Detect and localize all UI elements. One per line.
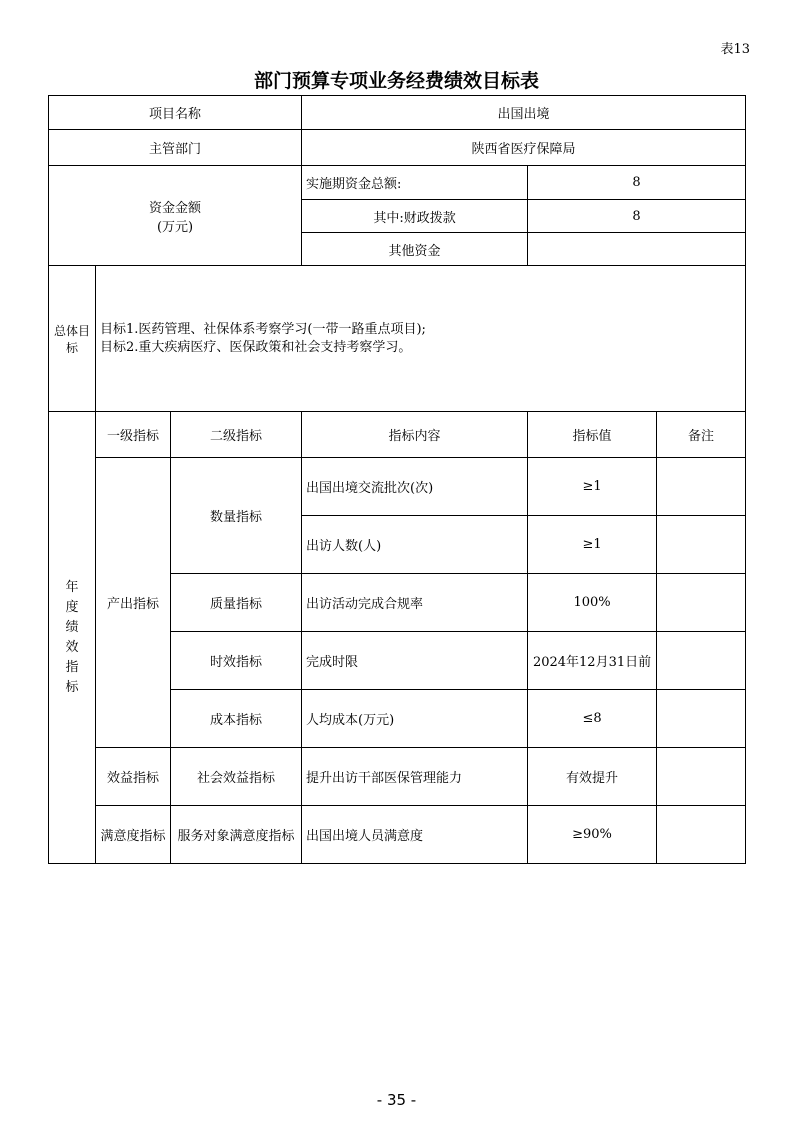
funds-total-value: 8 (528, 166, 746, 200)
project-value: 出国出境 (302, 96, 746, 130)
funds-fiscal-value: 8 (528, 200, 746, 233)
indicator-value: 有效提升 (528, 748, 657, 806)
satisfaction-indicator-label: 满意度指标 (96, 806, 171, 864)
indicator-value: 2024年12月31日前 (528, 632, 657, 690)
indicator-note (657, 806, 746, 864)
table-row (49, 458, 746, 516)
department-label: 主管部门 (49, 130, 302, 166)
header-content: 指标内容 (302, 412, 528, 458)
page-title: 部门预算专项业务经费绩效目标表 (253, 70, 539, 92)
funds-other-value (528, 233, 746, 266)
indicator-value: ≥1 (528, 516, 657, 574)
project-row (49, 96, 746, 130)
header-level2: 二级指标 (171, 412, 302, 458)
indicator-value: 100% (528, 574, 657, 632)
service-satisfaction-label: 服务对象满意度指标 (171, 806, 302, 864)
indicator-header-row (49, 412, 746, 458)
indicator-content: 出访人数(人) (302, 516, 528, 574)
annual-label-char: 效 (65, 639, 79, 655)
funds-label-line2: (万元) (156, 219, 194, 235)
goal-row (49, 266, 746, 412)
indicator-note (657, 690, 746, 748)
annual-label-char: 度 (65, 599, 79, 615)
goal-line-1: 目标1.医药管理、社保体系考察学习(一带一路重点项目); (100, 321, 426, 337)
indicator-content: 出国出境人员满意度 (302, 806, 528, 864)
timeliness-indicator-label: 时效指标 (171, 632, 302, 690)
department-value: 陕西省医疗保障局 (302, 130, 746, 166)
cost-indicator-label: 成本指标 (171, 690, 302, 748)
page-number: - 35 - (376, 1091, 417, 1109)
funds-other-label: 其他资金 (302, 233, 528, 266)
output-indicator-label: 产出指标 (96, 458, 171, 748)
funds-label (49, 166, 302, 266)
header-level1: 一级指标 (96, 412, 171, 458)
funds-label-line1: 资金金额 (149, 200, 202, 216)
funds-total-label: 实施期资金总额: (302, 166, 528, 200)
annual-label-char: 指 (65, 659, 79, 675)
table-number: 表13 (720, 42, 750, 57)
funds-total-row (49, 166, 746, 200)
header-value: 指标值 (528, 412, 657, 458)
annual-label-char: 标 (65, 679, 79, 695)
indicator-value: ≥1 (528, 458, 657, 516)
department-row (49, 130, 746, 166)
indicator-value: ≥90% (528, 806, 657, 864)
indicator-note (657, 516, 746, 574)
indicator-content: 出国出境交流批次(次) (302, 458, 528, 516)
annual-indicator-label (49, 412, 96, 864)
indicator-value: ≤8 (528, 690, 657, 748)
table-row (49, 806, 746, 864)
indicator-note (657, 458, 746, 516)
benefit-indicator-label: 效益指标 (96, 748, 171, 806)
table-row (49, 748, 746, 806)
goal-line-2: 目标2.重大疾病医疗、医保政策和社会支持考察学习。 (100, 339, 412, 355)
indicator-note (657, 748, 746, 806)
indicator-note (657, 632, 746, 690)
indicator-content: 人均成本(万元) (302, 690, 528, 748)
indicator-note (657, 574, 746, 632)
performance-target-table (48, 95, 746, 864)
quality-indicator-label: 质量指标 (171, 574, 302, 632)
indicator-content: 出访活动完成合规率 (302, 574, 528, 632)
funds-fiscal-label: 其中:财政拨款 (302, 200, 528, 233)
annual-label-char: 绩 (65, 619, 79, 635)
project-label: 项目名称 (49, 96, 302, 130)
goal-content (96, 266, 746, 412)
header-note: 备注 (657, 412, 746, 458)
social-benefit-label: 社会效益指标 (171, 748, 302, 806)
indicator-content: 完成时限 (302, 632, 528, 690)
quantity-indicator-label: 数量指标 (171, 458, 302, 574)
indicator-content: 提升出访干部医保管理能力 (302, 748, 528, 806)
goal-label: 总体目标 (49, 266, 96, 412)
annual-label-char: 年 (65, 579, 79, 595)
